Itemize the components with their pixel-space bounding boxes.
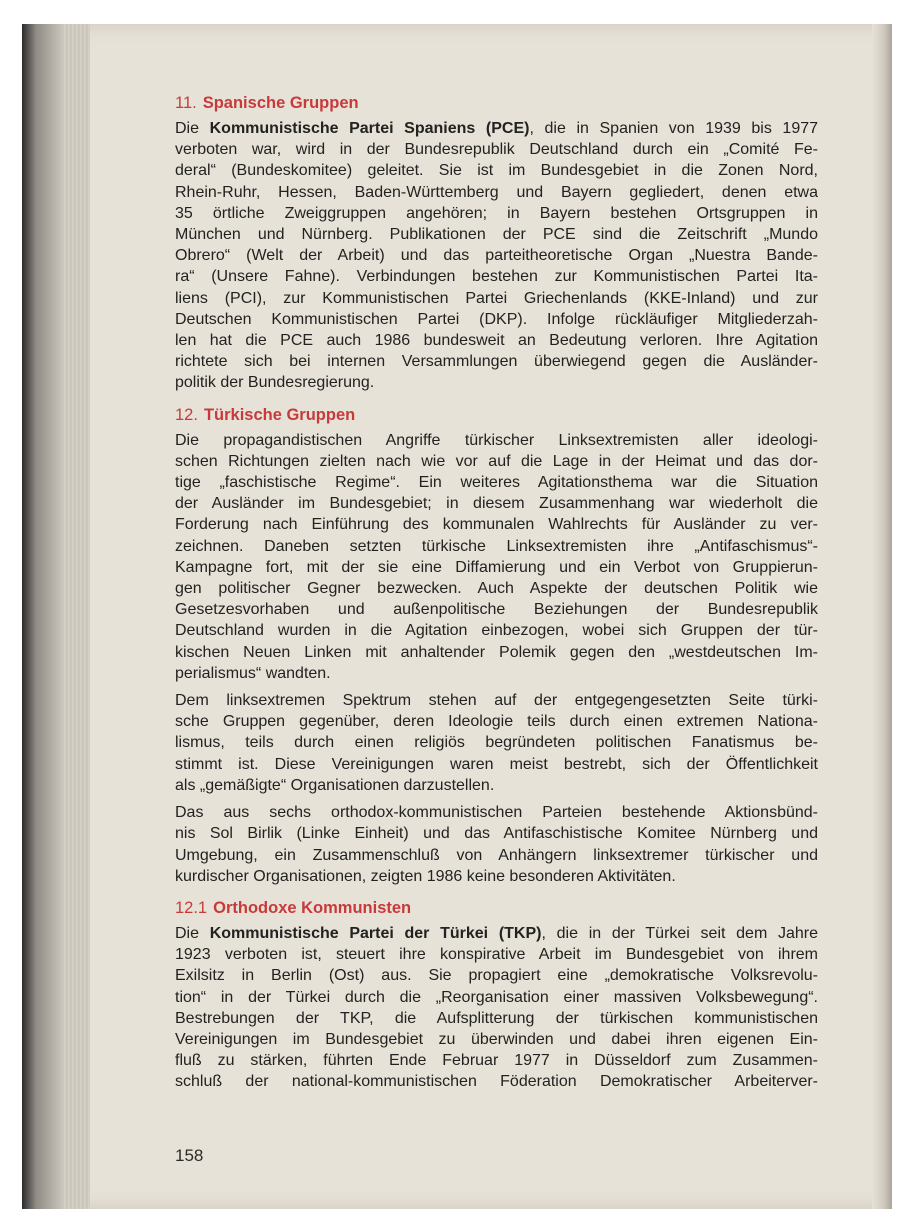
text-line: deral“ (Bundeskomitee) geleitet. Sie ist im Bundesgebiet in die Zonen Nord,	[175, 162, 818, 180]
section-spanische-gruppen	[175, 92, 818, 394]
section-heading	[175, 92, 818, 114]
text-line: Forderung nach Einführung des kommunalen Wahlrechts für Ausländer zu ver-	[175, 516, 818, 534]
text-line: Gesetzesvorhaben und außenpolitische Beziehungen der Bundesrepublik	[175, 601, 818, 619]
text-line: Vereinigungen im Bundesgebiet zu überwinden und dabei ihren eigenen Ein-	[175, 1030, 818, 1048]
text-line: der Ausländer im Bundesgebiet; in diesem Zusammenhang war wiederholt die	[175, 495, 818, 513]
page-content	[175, 92, 818, 1093]
section-heading	[175, 404, 818, 426]
bold-term: Kommunistische Partei der Türkei (TKP)	[209, 924, 542, 942]
text-line: perialismus“ wandten.	[175, 664, 331, 682]
text-line: liens (PCI), zur Kommunistischen Partei Griechenlands (KKE-Inland) und zur	[175, 289, 818, 307]
text-line: Kampagne fort, mit der sie eine Diffamierung und ein Verbot von Gruppierun-	[175, 558, 818, 576]
text-line: Exilsitz in Berlin (Ost) aus. Sie propagiert eine „demokratische Volksrevolu-	[175, 967, 818, 985]
lead-text: Die	[175, 924, 210, 942]
text-line: nis Sol Birlik (Linke Einheit) und das Antifaschistische Komitee Nürnberg und	[175, 825, 818, 843]
line-text: , die in der Türkei seit dem Jahre	[541, 924, 819, 942]
section-orthodoxe-kommunisten	[175, 897, 818, 1093]
text-line: stimmt ist. Diese Vereinigungen waren meist bestrebt, sich der Öffentlichkeit	[175, 755, 818, 773]
section-title: Orthodoxe Kommunisten	[213, 898, 412, 917]
text-line: zeichnen. Daneben setzten türkische Linksextremisten ihre „Antifaschismus“-	[175, 537, 818, 555]
text-line: Deutschland wurden in die Agitation einbezogen, wobei sich Gruppen der tür-	[175, 622, 818, 640]
right-page-edge	[872, 24, 892, 1209]
text-line: tion“ in der Türkei durch die „Reorganisation einer massiven Volksbewegung“.	[175, 988, 818, 1006]
text-line: sche Gruppen gegenüber, deren Ideologie teils durch einen extremen Nationa-	[175, 713, 818, 731]
text-line	[175, 923, 818, 944]
text-line: kurdischer Organisationen, zeigten 1986 keine besonderen Aktivitäten.	[175, 867, 676, 885]
paragraph	[175, 802, 818, 887]
text-line: München und Nürnberg. Publikationen der PCE sind die Zeitschrift „Mundo	[175, 226, 818, 244]
paragraph	[175, 118, 818, 394]
page-number: 158	[175, 1146, 204, 1165]
text-line: Obrero“ (Welt der Arbeit) und das parteitheoretische Organ „Nuestra Bande-	[175, 247, 818, 265]
section-heading	[175, 897, 818, 919]
text-line: verboten war, wird in der Bundesrepublik Deutschland durch ein „Comité Fe-	[175, 141, 818, 159]
section-number: 12.1	[175, 898, 208, 917]
paragraph	[175, 923, 818, 1093]
section-number: 12.	[175, 405, 198, 424]
text-line: Rhein-Ruhr, Hessen, Baden-Württemberg und Bayern gegliedert, denen etwa	[175, 183, 818, 201]
text-line: Deutschen Kommunistischen Partei (DKP). Infolge rückläufiger Mitgliederzah-	[175, 310, 818, 328]
paragraph	[175, 430, 818, 684]
bold-term: Kommunistische Partei Spaniens (PCE)	[209, 120, 530, 137]
lead-text: Die	[175, 120, 210, 137]
text-line: schluß der national-kommunistischen Föderation Demokratischer Arbeiterver-	[175, 1073, 818, 1091]
book-spine-shadow	[22, 24, 62, 1209]
text-line: als „gemäßigte“ Organisationen darzustellen.	[175, 776, 495, 794]
text-line: Umgebung, ein Zusammenschluß von Anhängern linksextremer türkischer und	[175, 846, 818, 864]
text-line: Bestrebungen der TKP, die Aufsplitterung der türkischen kommunistischen	[175, 1009, 818, 1027]
text-line: Dem linksextremen Spektrum stehen auf der entgegengesetzten Seite türki-	[175, 692, 818, 710]
section-title: Spanische Gruppen	[202, 94, 359, 112]
text-line: len hat die PCE auch 1986 bundesweit an Bedeutung verloren. Ihre Agitation	[175, 332, 818, 350]
line-text: , die in Spanien von 1939 bis 1977	[529, 120, 819, 137]
text-line: Das aus sechs orthodox-kommunistischen Parteien bestehende Aktionsbünd-	[175, 804, 818, 822]
page-edges	[62, 24, 90, 1209]
section-number: 11.	[175, 94, 197, 112]
text-line: tige „faschistische Regime“. Ein weiteres Agitationsthema war die Situation	[175, 474, 818, 492]
text-line: 1923 verboten ist, steuert ihre konspirative Arbeit im Bundesgebiet von ihrem	[175, 946, 818, 964]
section-title: Türkische Gruppen	[203, 405, 356, 424]
text-line: lismus, teils durch einen religiös begründeten politischen Fanatismus be-	[175, 734, 818, 752]
text-line: ra“ (Unsere Fahne). Verbindungen bestehen zur Kommunistischen Partei Ita-	[175, 268, 818, 286]
text-line: richtete sich bei internen Versammlungen überwiegend gegen die Ausländer-	[175, 353, 818, 371]
text-line: politik der Bundesregierung.	[175, 374, 375, 392]
text-line	[175, 118, 818, 139]
paragraph	[175, 690, 818, 796]
text-line: gen politischer Gegner bezwecken. Auch Aspekte der deutschen Politik wie	[175, 580, 818, 598]
text-line: kischen Neuen Linken mit anhaltender Polemik gegen den „westdeutschen Im-	[175, 643, 818, 661]
section-tuerkische-gruppen	[175, 404, 818, 887]
text-line: schen Richtungen zielten nach wie vor auf die Lage in der Heimat und das dor-	[175, 452, 818, 470]
text-line: fluß zu stärken, führten Ende Februar 1977 in Düsseldorf zum Zusammen-	[175, 1052, 818, 1070]
text-line: 35 örtliche Zweiggruppen angehören; in Bayern bestehen Ortsgruppen in	[175, 204, 818, 222]
text-line: Die propagandistischen Angriffe türkischer Linksextremisten aller ideologi-	[175, 431, 818, 449]
